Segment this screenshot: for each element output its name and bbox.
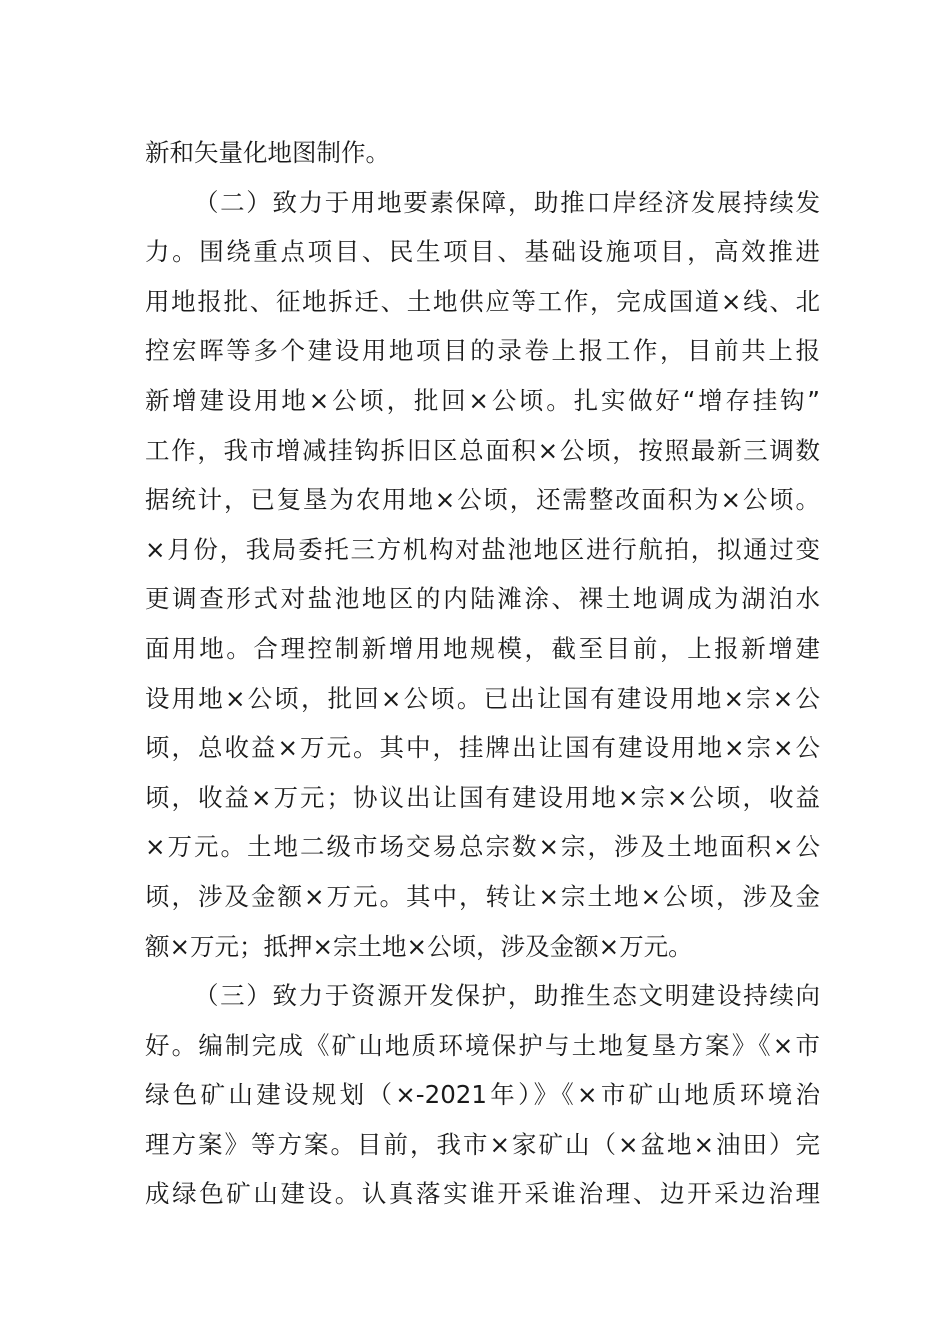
section-heading-line: （二）致力于用地要素保障，助推口岸经济发展持续发: [194, 187, 820, 217]
text-line: 额×万元；抵押×宗土地×公顷，涉及金额×万元。: [145, 931, 693, 961]
section-heading-line: （三）致力于资源开发保护，助推生态文明建设持续向: [194, 981, 820, 1011]
text-line: 力。围绕重点项目、民生项目、基础设施项目，高效推进: [145, 237, 820, 267]
text-line: 好。编制完成《矿山地质环境保护与土地复垦方案》《×市: [145, 1030, 820, 1060]
text-line: 面用地。合理控制新增用地规模，截至目前，上报新增建: [145, 633, 820, 663]
text-line: 据统计，已复垦为农用地×公顷，还需整改面积为×公顷。: [145, 485, 820, 515]
text-line: 用地报批、征地拆迁、土地供应等工作，完成国道×线、北: [145, 286, 820, 316]
document-body: [145, 128, 820, 1219]
text-line: 新和矢量化地图制作。: [145, 138, 390, 167]
text-line: 顷，总收益×万元。其中，挂牌出让国有建设用地×宗×公: [145, 733, 820, 763]
text-line: 新增建设用地×公顷，批回×公顷。扎实做好“增存挂钩”: [145, 385, 820, 415]
text-line: 顷，涉及金额×万元。其中，转让×宗土地×公顷，涉及金: [145, 881, 820, 911]
text-line: 绿色矿山建设规划（×-2021年）》《×市矿山地质环境治: [145, 1080, 820, 1110]
text-line: 更调查形式对盐池地区的内陆滩涂、裸土地调成为湖泊水: [145, 584, 820, 614]
text-line: 工作，我市增减挂钩拆旧区总面积×公顷，按照最新三调数: [145, 435, 820, 465]
text-line: ×万元。土地二级市场交易总宗数×宗，涉及土地面积×公: [145, 832, 820, 862]
text-line: 成绿色矿山建设。认真落实谁开采谁治理、边开采边治理: [145, 1179, 820, 1209]
text-line: ×月份，我局委托三方机构对盐池地区进行航拍，拟通过变: [145, 534, 820, 564]
text-line: 控宏晖等多个建设用地项目的录卷上报工作，目前共上报: [145, 336, 820, 366]
text-line: 理方案》等方案。目前，我市×家矿山（×盆地×油田）完: [145, 1129, 820, 1159]
text-line: 顷，收益×万元；协议出让国有建设用地×宗×公顷，收益: [145, 782, 820, 812]
text-line: 设用地×公顷，批回×公顷。已出让国有建设用地×宗×公: [145, 683, 820, 713]
